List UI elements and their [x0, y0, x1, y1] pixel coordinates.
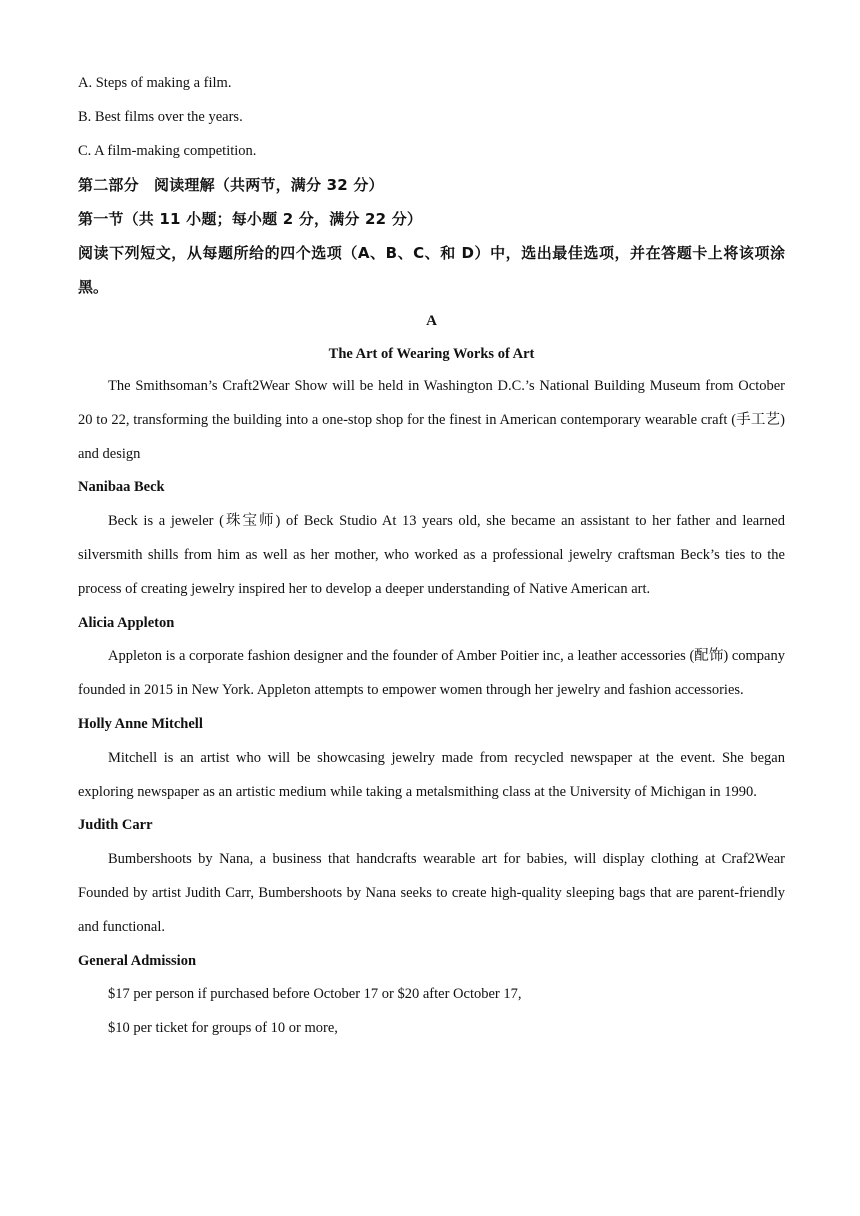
answer-option-c: C. A film-making competition. — [78, 143, 257, 159]
answer-option-b: B. Best films over the years. — [78, 109, 243, 125]
passage-title: The Art of Wearing Works of Art — [328, 346, 535, 362]
section-heading-mitchell: Holly Anne Mitchell — [78, 715, 203, 732]
section-heading-appleton: Alicia Appleton — [78, 614, 175, 631]
exam-page — [78, 66, 785, 1046]
admission-line-individual: $17 per person if purchased before October 17 or $20 after October 17, — [108, 986, 522, 1003]
part-heading: 第二部分 阅读理解（共两节，满分 32 分） — [78, 176, 384, 194]
section-text-appleton: Appleton is a corporate fashion designer and the founder of Amber Poitier inc, a leather accessories (配饰) company founded in 2015 in New York. Appleton attempts to empower women through her jewelry and fashion accessories. — [78, 648, 785, 699]
answer-option-a: A. Steps of making a film. — [78, 75, 232, 91]
section-heading: 第一节（共 11 小题；每小题 2 分，满分 22 分） — [78, 210, 423, 228]
passage-letter: A — [426, 313, 437, 329]
section-text-beck: Beck is a jeweler (珠宝师) of Beck Studio At 13 years old, she became an assistant to her father and learned silversmith shills from him as well as her mother, who worked as a professional jewelry craftsman Beck’s ties to the process of creating jewelry inspired her to develop a deeper understanding of Native American art. — [78, 513, 785, 597]
section-text-mitchell: Mitchell is an artist who will be showcasing jewelry made from recycled newspaper at the event. She began exploring newspaper as an artistic medium while taking a metalsmithing class at the University of Michigan in 1990. — [78, 749, 785, 800]
admission-heading: General Admission — [78, 952, 197, 969]
section-heading-beck: Nanibaa Beck — [78, 479, 165, 496]
admission-line-group: $10 per ticket for groups of 10 or more, — [108, 1020, 338, 1037]
instruction-text: 阅读下列短文，从每题所给的四个选项（A、B、C、和 D）中，选出最佳选项，并在答题卡上将该项涂黑。 — [78, 244, 785, 296]
section-heading-carr: Judith Carr — [78, 817, 153, 834]
section-text-carr: Bumbershoots by Nana, a business that handcrafts wearable art for babies, will display clothing at Craf2Wear Founded by artist Judith Carr, Bumbershoots by Nana seeks to create high-quality sleeping bags that are parent-friendly and functional. — [78, 851, 785, 935]
passage-intro: The Smithsoman’s Craft2Wear Show will be held in Washington D.C.’s National Building Museum from October 20 to 22, transforming the building into a one-stop shop for the finest in American contemporary wearable craft (手工艺) and design — [78, 378, 785, 462]
